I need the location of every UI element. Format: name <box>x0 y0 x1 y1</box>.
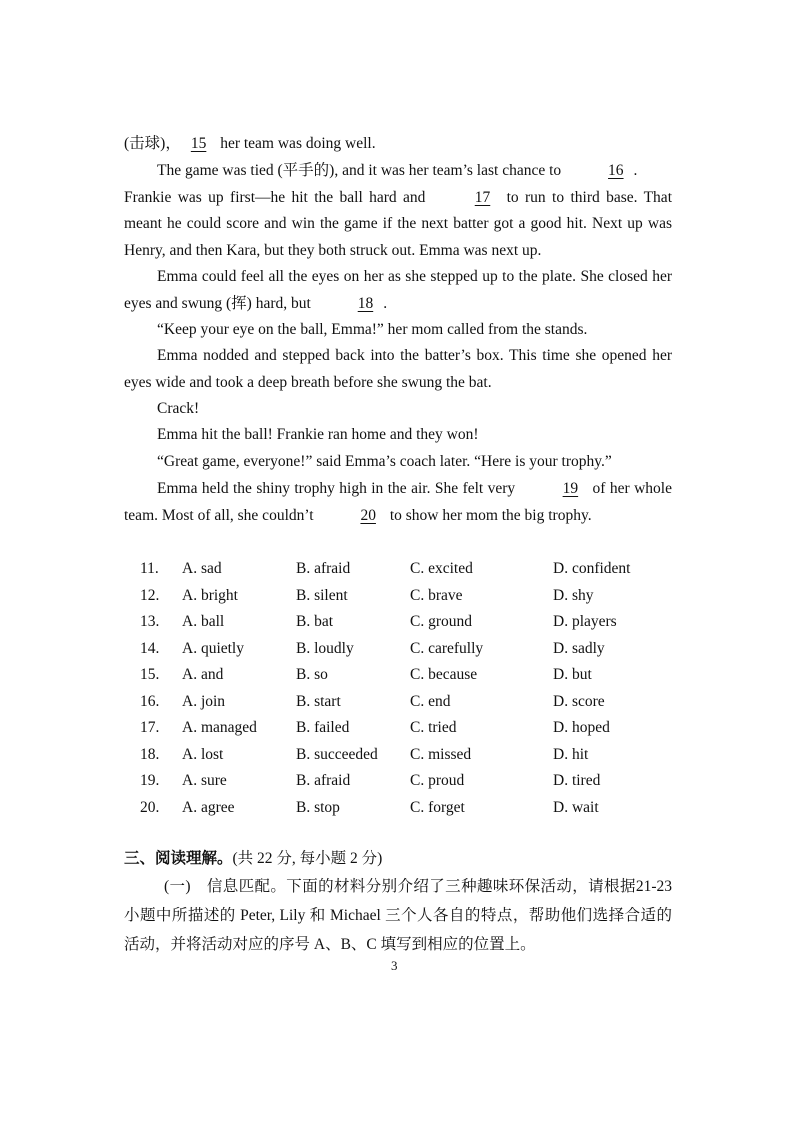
option-d: D. hit <box>553 745 589 763</box>
option-a: A. managed <box>182 719 257 737</box>
option-c: C. carefully <box>410 639 484 657</box>
option-row <box>140 636 663 663</box>
option-a: A. join <box>182 692 226 710</box>
option-a: A. lost <box>182 745 224 763</box>
option-c: C. brave <box>410 586 463 604</box>
option-a: A. quietly <box>182 639 244 657</box>
option-a: A. sure <box>182 772 227 790</box>
option-d: D. tired <box>553 772 601 790</box>
option-b: B. stop <box>296 798 340 816</box>
option-c: C. because <box>410 666 478 684</box>
section-3-score: (共 22 分, 每小题 2 分) <box>232 850 383 867</box>
option-d: D. sadly <box>553 639 605 657</box>
option-row <box>140 768 663 795</box>
question-number: 19. <box>140 772 160 790</box>
passage-paragraph-7: Emma hit the ball! Frankie ran home and they won! <box>157 426 479 443</box>
blank-20: 20 <box>360 506 376 524</box>
option-a: A. sad <box>182 560 222 578</box>
option-d: D. confident <box>553 560 631 578</box>
option-b: B. succeeded <box>296 745 378 763</box>
option-c: C. proud <box>410 772 465 790</box>
option-row <box>140 609 663 636</box>
blank-18: 18 <box>357 294 374 312</box>
option-a: A. bright <box>182 586 238 604</box>
option-a: A. and <box>182 666 224 684</box>
question-number: 16. <box>140 692 160 710</box>
option-row <box>140 715 663 742</box>
option-d: D. shy <box>553 586 594 604</box>
passage-paragraph-6: Crack! <box>157 400 200 417</box>
option-b: B. bat <box>296 613 334 631</box>
options-table <box>140 556 663 821</box>
option-row <box>140 662 663 689</box>
option-d: D. score <box>553 692 605 710</box>
blank-15: 15 <box>190 135 207 152</box>
option-d: D. but <box>553 666 592 684</box>
passage-paragraph-1: The game was tied (平手的), and it was her team’s last chance to 16 . Frankie was up first—he hit the ball hard and 17 to run to third base. That meant he could score and win the game if the next batter got a good hit. Next up was Henry, and then Kara, but they both struck out. Emma was next up. <box>124 158 672 264</box>
page-number: 3 <box>391 958 398 973</box>
option-row <box>140 795 663 822</box>
section-3-intro: (一) 信息匹配。下面的材料分别介绍了三种趣味环保活动，请根据21-23 小题中所描述的 Peter, Lily 和 Michael 三个人各自的特点，帮助他们选择合适的活动，并将活动对应的序号 A、B、C 填写到相应的位置上。 <box>124 878 672 953</box>
blank-17: 17 <box>474 188 491 206</box>
passage-paragraph-5: Emma nodded and stepped back into the batter’s box. This time she opened her eyes wide and took a deep breath before she swung the bat. <box>124 347 672 391</box>
option-c: C. tried <box>410 719 457 737</box>
question-number: 18. <box>140 745 160 763</box>
option-b: B. so <box>296 666 328 684</box>
option-d: D. hoped <box>553 719 610 737</box>
option-c: C. excited <box>410 560 473 578</box>
passage-paragraph-8: “Great game, everyone!” said Emma’s coach later. “Here is your trophy.” <box>157 453 612 470</box>
blank-19: 19 <box>562 480 579 497</box>
question-number: 14. <box>140 639 160 657</box>
option-a: A. agree <box>182 798 235 816</box>
option-b: B. afraid <box>296 772 351 790</box>
passage-paragraph-3: Emma could feel all the eyes on her as she stepped up to the plate. She closed her eyes and swung (挥) hard, but 18 . <box>124 264 672 317</box>
option-row <box>140 742 663 769</box>
question-number: 17. <box>140 719 160 737</box>
question-number: 13. <box>140 613 160 631</box>
passage-line-0: (击球)， 15 her team was doing well. <box>124 131 672 158</box>
blank-16: 16 <box>608 162 624 179</box>
option-b: B. silent <box>296 586 348 604</box>
section-3-heading <box>124 846 382 872</box>
question-number: 11. <box>140 560 159 578</box>
option-b: B. afraid <box>296 560 351 578</box>
option-row <box>140 556 663 583</box>
option-d: D. players <box>553 613 617 631</box>
passage-paragraph-9: Emma held the shiny trophy high in the air. She felt very 19 of her whole team. Most of all, she couldn’t 20 to show her mom the big trophy. <box>124 476 672 529</box>
option-b: B. loudly <box>296 639 354 657</box>
section-3-title: 三、阅读理解。 <box>124 850 233 867</box>
question-number: 15. <box>140 666 160 684</box>
option-row <box>140 689 663 716</box>
option-c: C. forget <box>410 798 465 816</box>
option-d: D. wait <box>553 798 599 816</box>
option-c: C. ground <box>410 613 472 631</box>
passage-paragraph-4: “Keep your eye on the ball, Emma!” her mom called from the stands. <box>157 321 588 338</box>
question-number: 20. <box>140 798 160 816</box>
option-b: B. start <box>296 692 341 710</box>
question-number: 12. <box>140 586 160 604</box>
option-row <box>140 583 663 610</box>
option-a: A. ball <box>182 613 225 631</box>
option-c: C. end <box>410 692 451 710</box>
option-c: C. missed <box>410 745 472 763</box>
option-b: B. failed <box>296 719 350 737</box>
